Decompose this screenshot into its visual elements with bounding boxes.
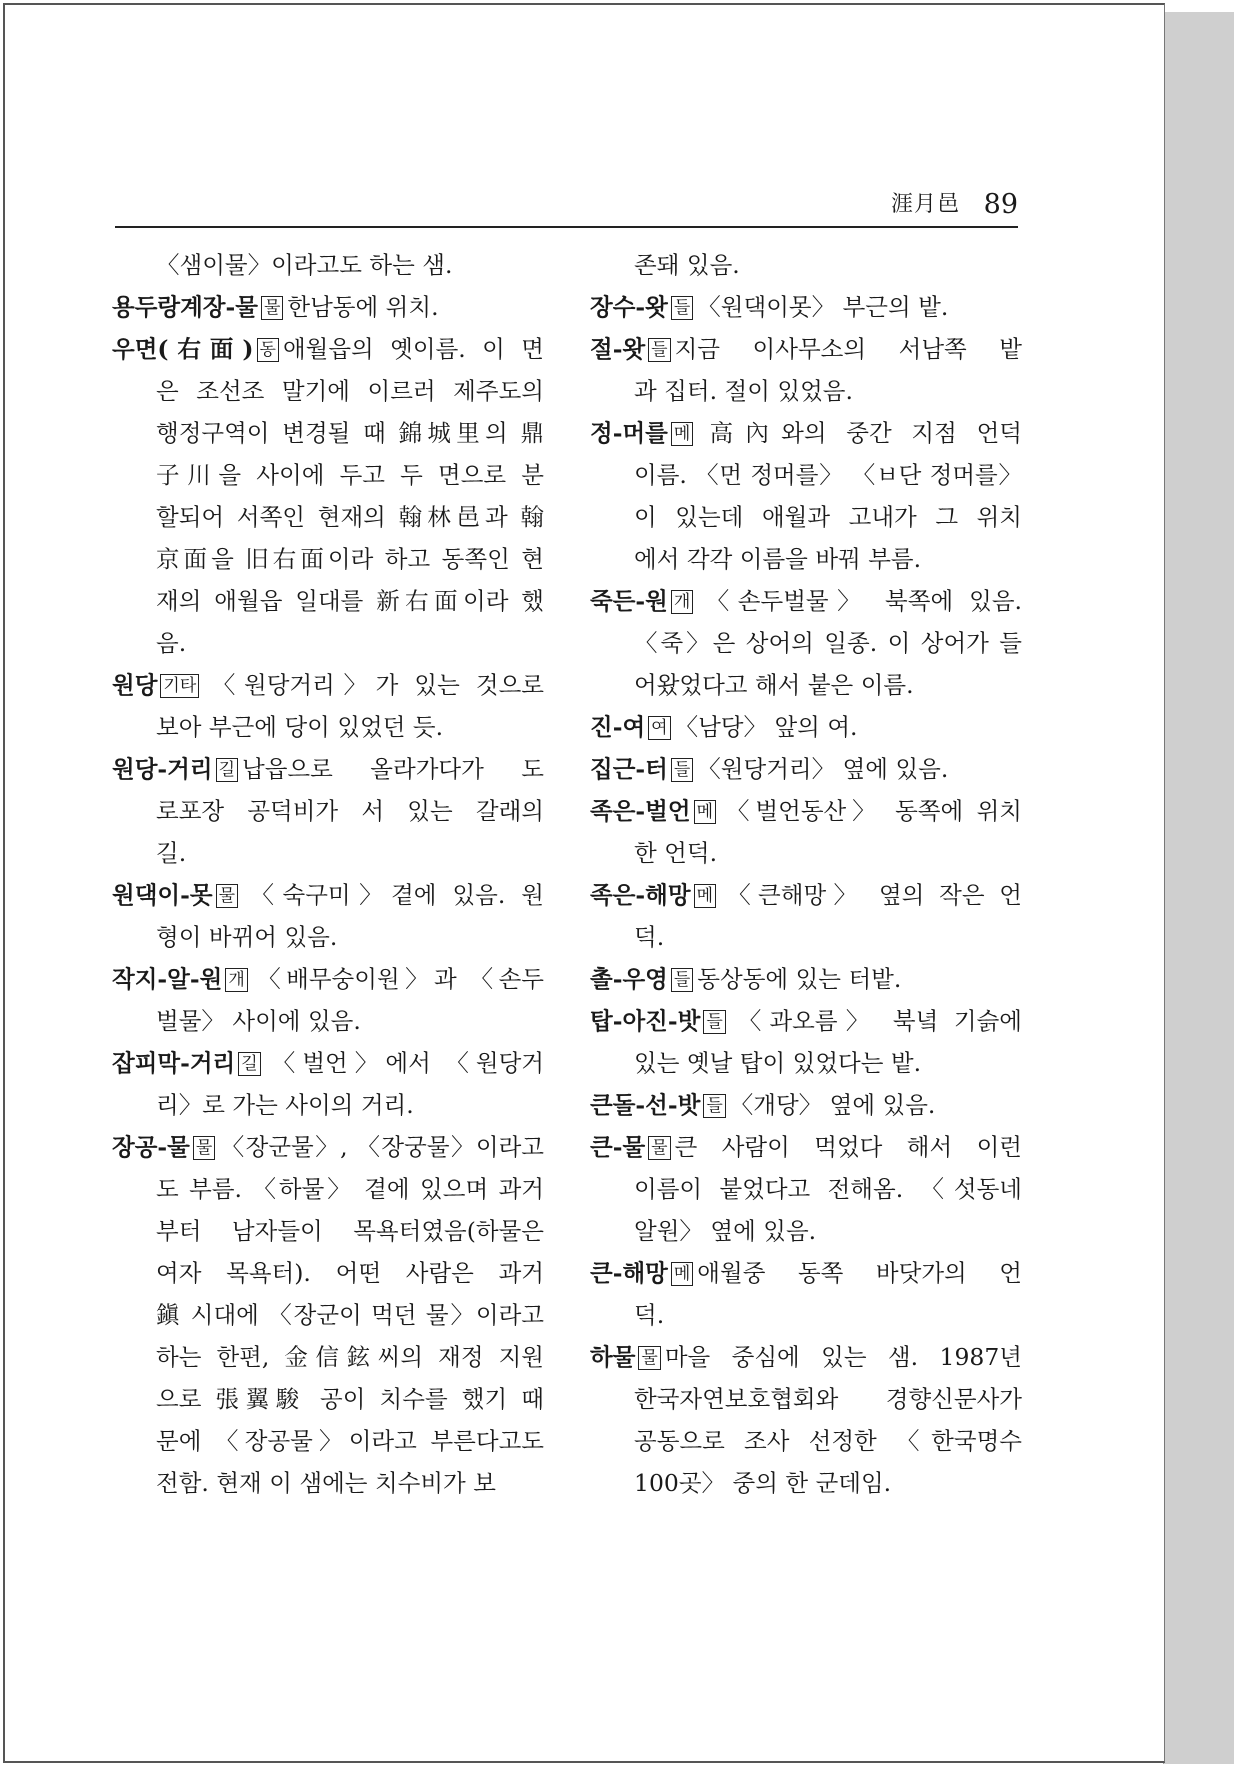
entry-line [112, 286, 544, 328]
entry-text: 한 언덕. [634, 839, 718, 867]
entry-text: 이름. 〈먼 정머를〉 〈ㅂ단 정머를〉 [634, 461, 1022, 489]
dictionary-entry [590, 1336, 1022, 1504]
category-tag: 개 [671, 590, 693, 614]
entry-line [112, 874, 544, 916]
category-tag: 들 [648, 338, 670, 362]
entry-line [590, 580, 1022, 622]
entry-text: 이 있는데 애월과 고내가 그 위치 [634, 503, 1022, 531]
category-tag: 들 [703, 1010, 725, 1034]
entry-text: 벌물〉 사이에 있음. [156, 1007, 361, 1035]
category-tag: 메 [694, 884, 716, 908]
dictionary-entry [590, 706, 1022, 748]
entry-headword: 원당-거리 [112, 755, 213, 783]
dictionary-entry [590, 286, 1022, 328]
entry-text: 〈배무숭이원〉과 〈손두 [251, 965, 544, 993]
entry-text: 부터 남자들이 목욕터였음(하물은 [156, 1217, 544, 1245]
entry-text: 한남동에 위치. [287, 293, 439, 321]
category-tag: 기타 [160, 674, 199, 698]
entry-line [590, 328, 1022, 370]
entry-line [112, 1420, 544, 1462]
dictionary-entry [590, 1000, 1022, 1084]
category-tag: 개 [225, 968, 247, 992]
category-tag: 여 [648, 716, 670, 740]
entry-headword: 큰-물 [590, 1133, 646, 1161]
entry-line [112, 790, 544, 832]
entry-text: 〈개당〉 옆에 있음. [729, 1091, 936, 1119]
entry-text: 애월중 동쪽 바닷가의 언 [697, 1259, 1022, 1287]
entry-text: 애월읍의 옛이름. 이 면 [282, 335, 544, 363]
entry-text: 〈샘이물〉이라고도 하는 샘. [156, 251, 453, 279]
entry-line [590, 1168, 1022, 1210]
entry-text: 여자 목욕터). 어떤 사람은 과거 [156, 1259, 544, 1287]
entry-line [590, 832, 1022, 874]
entry-line [590, 664, 1022, 706]
entry-text: 〈과오름〉 북녘 기슭에 [729, 1007, 1022, 1035]
dictionary-entry [590, 412, 1022, 580]
entry-text: 알원〉 옆에 있음. [634, 1217, 817, 1245]
category-tag: 들 [671, 758, 693, 782]
entry-text: 에서 각각 이름을 바꿔 부름. [634, 545, 922, 573]
entry-text: 지금 이사무소의 서남쪽 밭 [674, 335, 1022, 363]
entry-text: 〈큰해망〉 옆의 작은 언 [720, 881, 1022, 909]
entry-text: 〈숙구미〉곁에 있음. 원 [242, 881, 544, 909]
entry-line [590, 1084, 1022, 1126]
entry-headword: 정-머를 [590, 419, 668, 447]
entry-line [590, 412, 1022, 454]
dictionary-entry [112, 958, 544, 1042]
entry-headword: 큰돌-선-밧 [590, 1091, 701, 1119]
entry-text: 京面을 旧右面이라 하고 동쪽인 현 [156, 545, 544, 573]
entry-line [590, 1000, 1022, 1042]
category-tag: 들 [703, 1094, 725, 1118]
entry-text: 납읍으로 올라가다가 도 [242, 755, 544, 783]
entry-text: 전함. 현재 이 샘에는 치수비가 보 [156, 1469, 496, 1497]
entry-text: 〈남당〉 앞의 여. [674, 713, 858, 741]
entry-headword: 장공-물 [112, 1133, 190, 1161]
entry-line [590, 1462, 1022, 1504]
entry-text: 으로 張翼駿 공이 치수를 했기 때 [156, 1385, 544, 1413]
entry-text: 어왔었다고 해서 붙은 이름. [634, 671, 914, 699]
entry-headword: 잡피막-거리 [112, 1049, 236, 1077]
entry-text: 공동으로 조사 선정한 〈한국명수 [634, 1427, 1022, 1455]
entry-line [590, 454, 1022, 496]
entry-line [590, 538, 1022, 580]
entry-text: 로포장 공덕비가 서 있는 갈래의 [156, 797, 544, 825]
entry-line [590, 1336, 1022, 1378]
entry-line [112, 622, 544, 664]
entry-text: 길. [156, 839, 187, 867]
entry-text: 高內와의 중간 지점 언덕 [697, 419, 1022, 447]
entry-text: 도 부름. 〈하물〉 곁에 있으며 과거 [156, 1175, 544, 1203]
entry-headword: 진-여 [590, 713, 646, 741]
entry-line [590, 244, 1022, 286]
dictionary-entry [112, 328, 544, 664]
dictionary-entry [112, 748, 544, 874]
entry-line [590, 958, 1022, 1000]
category-tag: 메 [671, 1262, 693, 1286]
entry-headword: 우면(右面) [112, 335, 254, 363]
dictionary-entry [112, 1042, 544, 1126]
page-number: 89 [983, 189, 1018, 220]
entry-line [112, 1462, 544, 1504]
entry-headword: 큰-해망 [590, 1259, 668, 1287]
entry-headword: 족은-해망 [590, 881, 691, 909]
category-tag: 물 [638, 1346, 660, 1370]
entry-headword: 원당 [112, 671, 158, 699]
entry-line [112, 1042, 544, 1084]
entry-line [590, 1126, 1022, 1168]
entry-headword: 하물 [590, 1343, 636, 1371]
entry-text: 큰 사람이 먹었다 해서 이런 [674, 1133, 1022, 1161]
dictionary-entry [112, 1126, 544, 1504]
entry-line [112, 1210, 544, 1252]
dictionary-entry [112, 664, 544, 748]
entry-line [112, 496, 544, 538]
entry-headword: 원댁이-못 [112, 881, 213, 909]
dictionary-entry [112, 244, 544, 286]
dictionary-entry [590, 244, 1022, 286]
entry-line [590, 370, 1022, 412]
category-tag: 길 [238, 1052, 260, 1076]
entry-text: 〈원당거리〉가 있는 것으로 [203, 671, 544, 699]
entry-headword: 죽든-원 [590, 587, 668, 615]
entry-text: 〈원당거리〉 옆에 있음. [697, 755, 949, 783]
dictionary-entry [590, 328, 1022, 412]
category-tag: 동 [257, 338, 279, 362]
dictionary-entry [590, 748, 1022, 790]
entry-text: 한국자연보호협회와 경향신문사가 [634, 1385, 1022, 1413]
dictionary-entry [590, 958, 1022, 1000]
entry-text: 은 조선조 말기에 이르러 제주도의 [156, 377, 544, 405]
entry-line [112, 244, 544, 286]
entry-headword: 작지-알-원 [112, 965, 223, 993]
entry-text: 〈원댁이못〉 부근의 밭. [697, 293, 949, 321]
entry-headword: 장수-왓 [590, 293, 668, 321]
entry-line [112, 1126, 544, 1168]
entry-line [112, 664, 544, 706]
category-tag: 물 [193, 1136, 215, 1160]
entry-line [112, 1000, 544, 1042]
entry-line [590, 1252, 1022, 1294]
entry-line [590, 1210, 1022, 1252]
entry-headword: 탑-아진-밧 [590, 1007, 701, 1035]
entry-text: 재의 애월읍 일대를 新右面이라 했 [156, 587, 544, 615]
entry-line [590, 622, 1022, 664]
dictionary-entry [590, 1126, 1022, 1252]
category-tag: 길 [216, 758, 238, 782]
entry-text: 덕. [634, 923, 665, 951]
entry-line [112, 328, 544, 370]
entry-text: 문에 〈장공물〉이라고 부른다고도 [156, 1427, 544, 1455]
entry-line [112, 370, 544, 412]
entry-line [590, 874, 1022, 916]
entry-line [112, 832, 544, 874]
entry-line [112, 958, 544, 1000]
right-column [590, 244, 1022, 1504]
category-tag: 물 [216, 884, 238, 908]
entry-text: 리〉로 가는 사이의 거리. [156, 1091, 414, 1119]
entry-text: 하는 한편, 金信鉉씨의 재정 지원 [156, 1343, 544, 1371]
entry-text: 덕. [634, 1301, 665, 1329]
category-tag: 물 [261, 296, 283, 320]
entry-line [112, 1294, 544, 1336]
entry-text: 할되어 서쪽인 현재의 翰林邑과 翰 [156, 503, 544, 531]
entry-line [112, 538, 544, 580]
dictionary-entry [590, 874, 1022, 958]
entry-line [590, 790, 1022, 832]
entry-text: 〈벌언동산〉 동쪽에 위치 [720, 797, 1022, 825]
entry-line [590, 748, 1022, 790]
entry-text: 〈벌언〉에서 〈원당거 [264, 1049, 544, 1077]
entry-line [112, 1084, 544, 1126]
entry-line [112, 1252, 544, 1294]
entry-text: 〈죽〉은 상어의 일종. 이 상어가 들 [634, 629, 1022, 657]
entry-line [590, 1378, 1022, 1420]
entry-line [590, 1294, 1022, 1336]
entry-text: 이름이 붙었다고 전해옴. 〈섯동네 [634, 1175, 1022, 1203]
dictionary-entry [590, 790, 1022, 874]
dictionary-entry [112, 286, 544, 328]
category-tag: 들 [671, 968, 693, 992]
entry-text: 100곳〉 중의 한 군데임. [634, 1469, 892, 1497]
entry-text: 鎭 시대에 〈장군이 먹던 물〉이라고 [156, 1301, 544, 1329]
category-tag: 메 [671, 422, 693, 446]
entry-text: 子川을 사이에 두고 두 면으로 분 [156, 461, 544, 489]
entry-line [590, 706, 1022, 748]
entry-text: 있는 옛날 탑이 있었다는 밭. [634, 1049, 922, 1077]
entry-line [112, 580, 544, 622]
running-header [115, 178, 1018, 228]
entry-line [112, 916, 544, 958]
entry-headword: 족은-벌언 [590, 797, 691, 825]
entry-line [112, 706, 544, 748]
entry-headword: 용두랑계장-물 [112, 293, 258, 321]
entry-headword: 절-왓 [590, 335, 646, 363]
entry-text: 과 집터. 절이 있었음. [634, 377, 853, 405]
entry-text: 보아 부근에 당이 있었던 듯. [156, 713, 444, 741]
page-edge-shadow [1163, 12, 1234, 1764]
category-tag: 메 [694, 800, 716, 824]
category-tag: 물 [648, 1136, 670, 1160]
entry-text: 음. [156, 629, 187, 657]
dictionary-entry [590, 580, 1022, 706]
entry-headword: 집근-터 [590, 755, 668, 783]
entry-line [590, 1042, 1022, 1084]
entry-line [112, 1336, 544, 1378]
left-column [112, 244, 544, 1504]
entry-text: 〈장군물〉, 〈장궁물〉이라고 [219, 1133, 544, 1161]
running-title: 涯月邑 [890, 192, 960, 217]
entry-headword: 촐-우영 [590, 965, 668, 993]
entry-line [590, 286, 1022, 328]
entry-text: 행정구역이 변경될 때 錦城里의 鼎 [156, 419, 544, 447]
entry-line [112, 412, 544, 454]
entry-line [112, 1378, 544, 1420]
entry-text: 마을 중심에 있는 샘. 1987년 [664, 1343, 1022, 1371]
entry-text: 〈손두벌물〉 북쪽에 있음. [697, 587, 1022, 615]
category-tag: 들 [671, 296, 693, 320]
dictionary-entry [590, 1084, 1022, 1126]
entry-line [590, 1420, 1022, 1462]
entry-text: 동상동에 있는 터밭. [697, 965, 902, 993]
entry-line [112, 1168, 544, 1210]
entry-line [112, 454, 544, 496]
dictionary-entry [590, 1252, 1022, 1336]
entry-line [112, 748, 544, 790]
entry-text: 존돼 있음. [634, 251, 740, 279]
entry-line [590, 916, 1022, 958]
entry-text: 형이 바뀌어 있음. [156, 923, 338, 951]
entry-line [590, 496, 1022, 538]
dictionary-entry [112, 874, 544, 958]
